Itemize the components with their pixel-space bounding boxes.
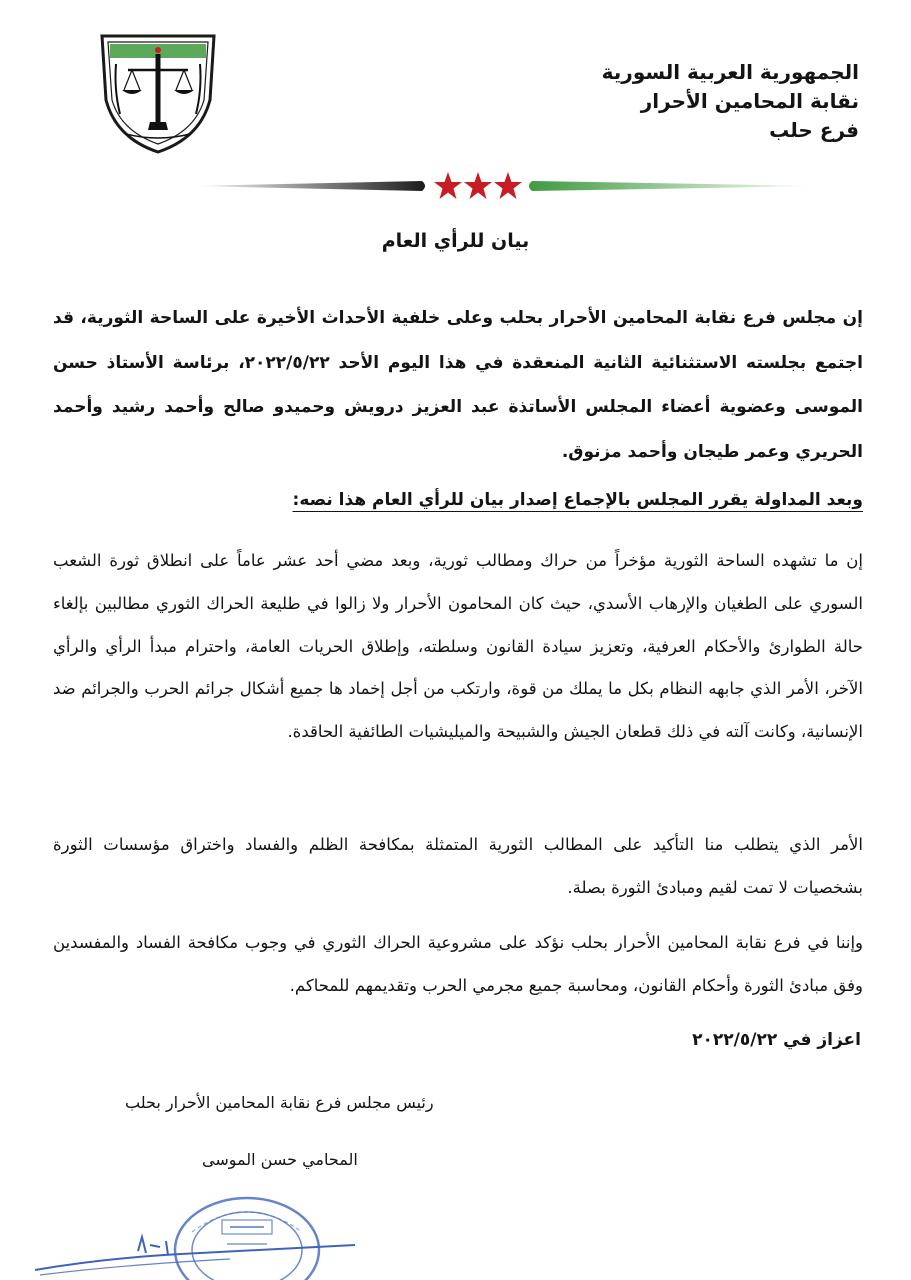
signatory-name: المحامي حسن الموسى	[202, 1150, 358, 1169]
letterhead	[602, 58, 859, 145]
handwritten-signature-icon	[30, 1215, 360, 1280]
paragraph-meeting: إن مجلس فرع نقابة المحامين الأحرار بحلب وعلى خلفية الأحداث الأخيرة على الساحة الثورية، قد اجتمع بجلسته الاستثنائية الثانية المنعقدة في هذا اليوم الأحد ٢٠٢٢/٥/٢٢، برئاسة الأستاذ حسن الموسى وعضوية أعضاء المجلس الأساتذة عبد العزيز درويش وحميدو صالح وأحمد رشيد وأحمد الحريري وعمر طيجان وأحمد مزنوق.	[53, 308, 863, 462]
header-organization: نقابة المحامين الأحرار	[640, 89, 859, 113]
statement-title: بيان للرأي العام	[381, 230, 530, 252]
place-date: اعزاز في ٢٠٢٢/٥/٢٢	[692, 1030, 861, 1050]
header-branch: فرع حلب	[769, 118, 859, 142]
three-stars-icon	[434, 172, 522, 199]
header-country: الجمهورية العربية السورية	[601, 60, 859, 84]
paragraph-background: إن ما تشهده الساحة الثورية مؤخراً من حراك ومطالب ثورية، وبعد مضي أحد عشر عاماً على انطلاق ثورة الشعب السوري على الطغيان والإرهاب الأسدي، حيث كان المحامون الأحرار ولا زالوا في طليعة الحراك الثوري مطالبين بإلغاء حالة الطوارئ والأحكام العرفية، وتعزيز سيادة القانون وسلطته، وإطلاق الحريات العامة، واحترام مبدأ الرأي والرأي الآخر، الأمر الذي جابهه النظام بكل ما يملك من قوة، وارتكب من أجل إخماد ها جميع أشكال جرائم الحرب والجرائم ضد الإنسانية، وكانت آلته في ذلك قطعان الجيش والشبيحة والميليشيات الطائفية الحاقدة.	[53, 551, 863, 742]
paragraph-affirmation: وإننا في فرع نقابة المحامين الأحرار بحلب نؤكد على مشروعية الحراك الثوري في وجوب مكافحة الفساد والمفسدين وفق مبادئ الثورة وأحكام القانون، ومحاسبة جميع مجرمي الحرب وتقديمهم للمحاكم.	[53, 933, 863, 995]
flag-divider	[190, 168, 820, 204]
bar-association-emblem-icon	[96, 30, 220, 156]
paragraph-demands: الأمر الذي يتطلب منا التأكيد على المطالب الثورية المتمثلة بمكافحة الظلم والفساد واختراق مؤسسات الثورة بشخصيات لا تمت لقيم ومبادئ الثورة بصلة.	[53, 835, 863, 897]
decision-line: وبعد المداولة يقرر المجلس بالإجماع إصدار بيان للرأي العام هذا نصه:	[292, 490, 863, 510]
signatory-title: رئيس مجلس فرع نقابة المحامين الأحرار بحلب	[125, 1093, 434, 1112]
